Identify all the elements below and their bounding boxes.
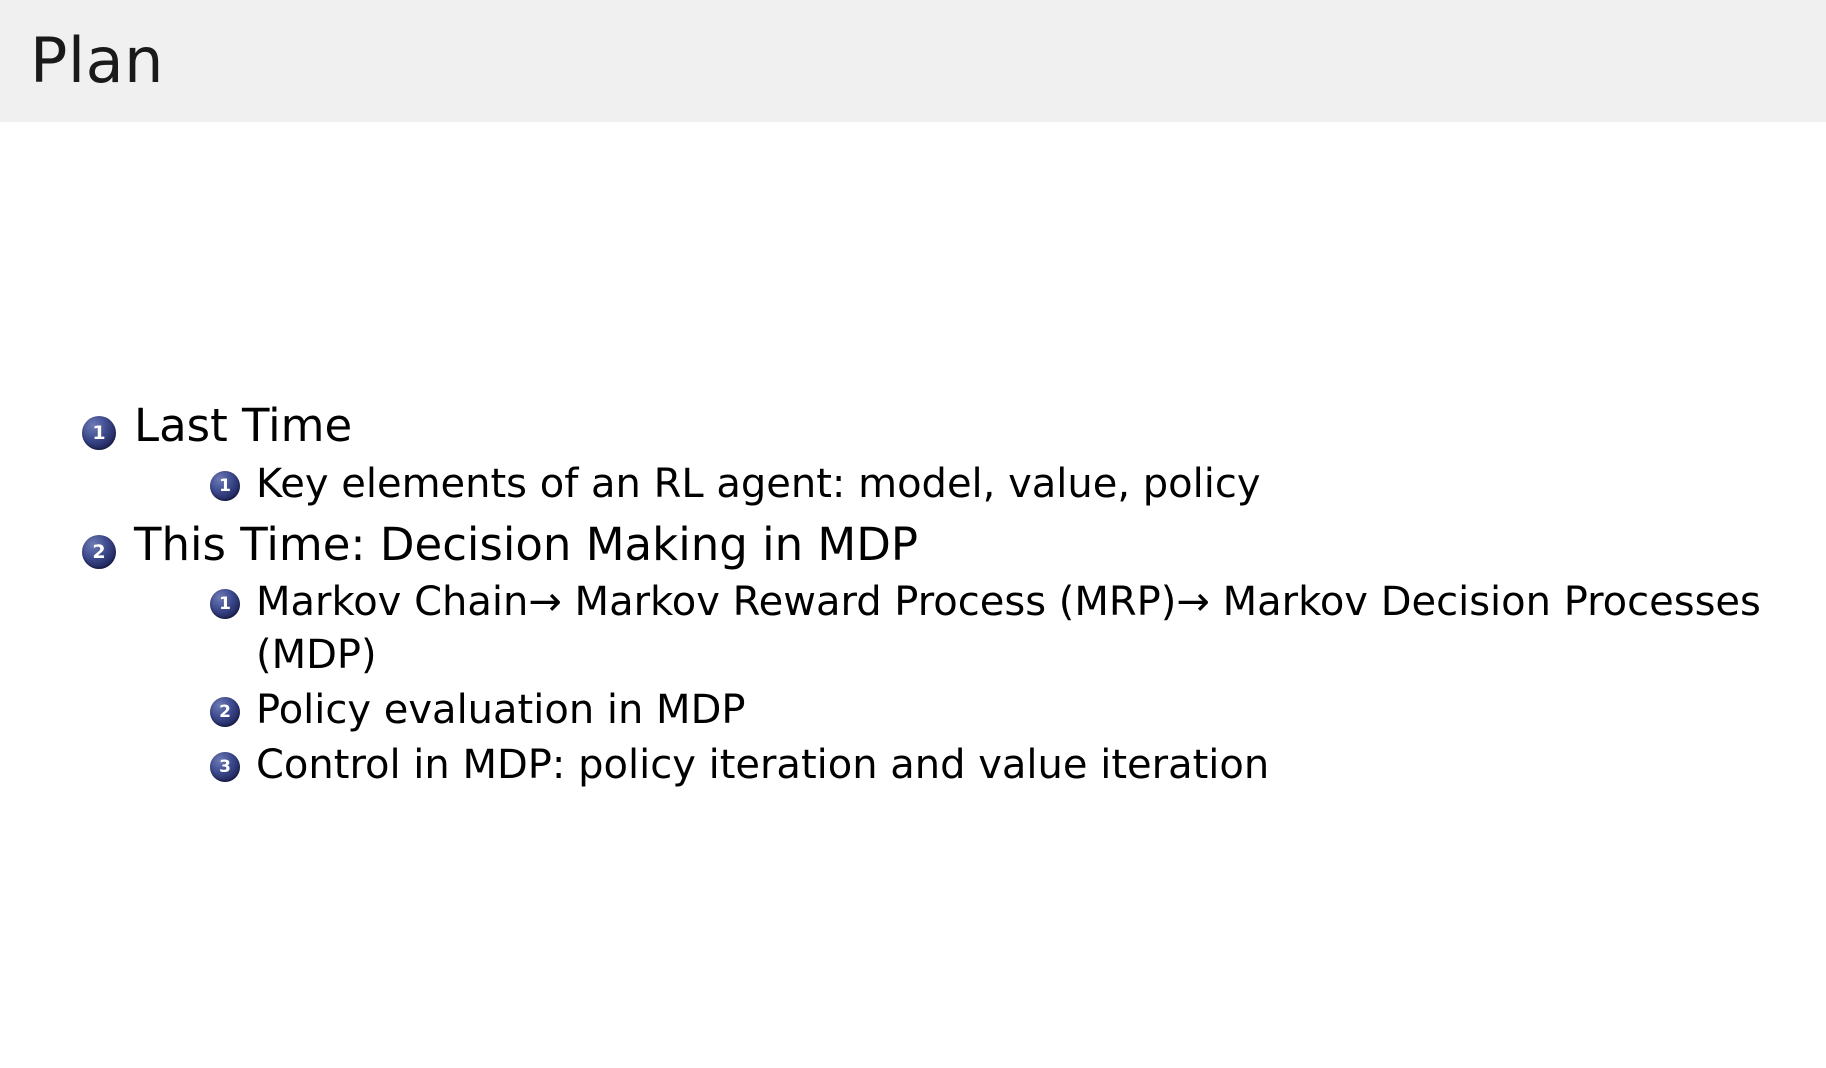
outline-item-label: Last Time (134, 399, 353, 452)
bullet-number-icon (210, 589, 240, 619)
outline-sublist-2 (0, 576, 1826, 791)
list-item (0, 400, 1826, 452)
sub-outline-number-2-3: 3 (210, 752, 240, 782)
bullet-number-icon (210, 697, 240, 727)
slide-content (0, 400, 1826, 799)
outline-number-1: 1 (82, 416, 116, 450)
sub-outline-item-label: Markov Chain→ Markov Reward Process (MRP)→ Markov Decision Processes (MDP) (256, 579, 1761, 679)
list-item (0, 684, 1826, 737)
sub-outline-number-2-1: 1 (210, 589, 240, 619)
list-item (0, 739, 1826, 792)
bullet-number-icon (82, 416, 116, 450)
list-item (0, 458, 1826, 511)
outline-number-2: 2 (82, 535, 116, 569)
sub-outline-number-1-1: 1 (210, 471, 240, 501)
sub-outline-item-label: Key elements of an RL agent: model, value, policy (256, 460, 1261, 507)
sub-outline-item-label: Control in MDP: policy iteration and value iteration (256, 741, 1270, 788)
list-item (0, 519, 1826, 571)
bullet-number-icon (82, 535, 116, 569)
page-title: Plan (30, 24, 164, 97)
list-item (0, 576, 1826, 682)
sub-outline-list (0, 458, 1826, 511)
outline-item-label: This Time: Decision Making in MDP (134, 517, 919, 571)
bullet-number-icon (210, 471, 240, 501)
bullet-number-icon (210, 752, 240, 782)
sub-outline-number-2-2: 2 (210, 697, 240, 727)
outline-sublist-1 (0, 458, 1826, 511)
outline-list (0, 400, 1826, 791)
slide-title-bar (0, 0, 1826, 122)
sub-outline-item-label: Policy evaluation in MDP (256, 686, 746, 733)
sub-outline-list (0, 576, 1826, 791)
